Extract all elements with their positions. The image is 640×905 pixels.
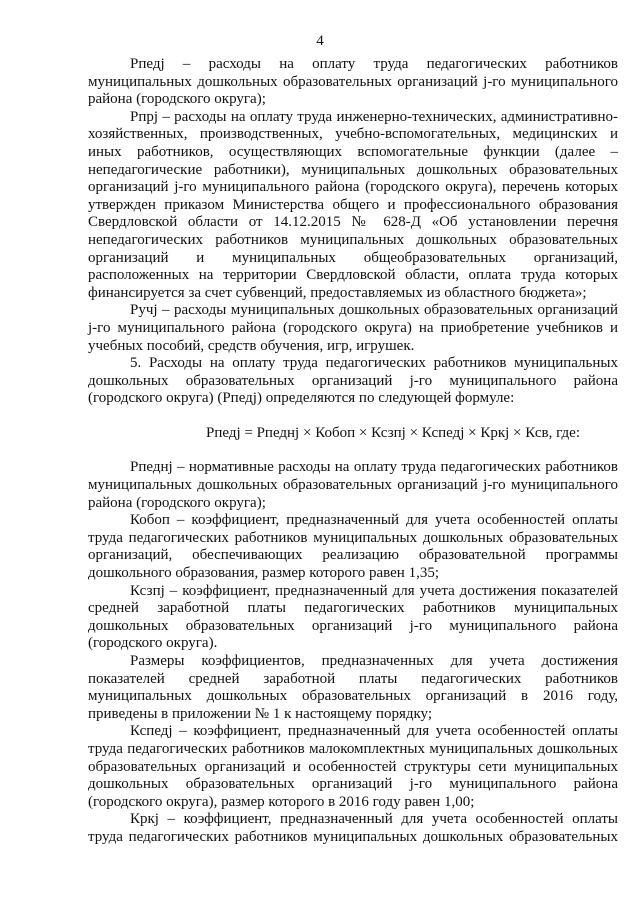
text-line: дошкольных образовательных организаций j-го муниципального района — [88, 372, 618, 389]
document-body — [88, 56, 618, 847]
spacer — [88, 442, 618, 459]
text-line: хозяйственных, производственных, учебно-вспомогательных, медицинских и — [88, 126, 618, 143]
text-line: организаций и муниципальных общеобразовательных организаций, — [88, 249, 618, 266]
text-line: учебных пособий, средств обучения, игр, игрушек. — [88, 337, 415, 354]
text-line: средней заработной платы педагогических работников муниципальных — [88, 600, 618, 617]
formula: Рпедj = Рпеднj × Кобоп × Ксзпj × Кспедj × Кркj × Ксв, где: — [205, 424, 580, 441]
text-line: муниципальных дошкольных образовательных организаций j-го муниципального — [88, 73, 618, 90]
text-line: района (городского округа); — [88, 494, 266, 511]
text-line: труда педагогических работников муниципальных дошкольных образовательных — [88, 529, 618, 546]
text-line: дошкольного образования, размер которого равен 1,35; — [88, 565, 440, 582]
text-line: Кобоп – коэффициент, предназначенный для учета особенностей оплаты — [130, 512, 618, 529]
text-line: финансируется за счет субвенций, предоставляемых из областного бюджета»; — [88, 284, 587, 301]
text-line: (городского округа). — [88, 635, 218, 652]
text-line: утвержден приказом Министерства общего и профессионального образования — [88, 196, 618, 213]
page-number: 4 — [316, 33, 324, 49]
text-line: муниципальных дошкольных образовательных организаций в 2016 году, — [88, 688, 618, 705]
text-line: (городского округа) (Рпедj) определяются по следующей формуле: — [88, 390, 515, 407]
text-line: района (городского округа); — [88, 91, 266, 108]
text-line: труда педагогических работников малокомплектных муниципальных дошкольных — [88, 740, 618, 757]
text-line: Рпеднj – нормативные расходы на оплату труда педагогических работников — [130, 459, 618, 476]
text-line: организаций j-го муниципального района (городского округа), перечень которых — [88, 179, 618, 196]
text-line: образовательных организаций и особенностей структуры сети муниципальных — [88, 758, 618, 775]
text-line: Кспедj – коэффициент, предназначенный для учета особенностей оплаты — [130, 723, 618, 740]
text-line: Ручj – расходы муниципальных дошкольных образовательных организаций — [130, 302, 618, 319]
text-line: показателей средней заработной платы педагогических работников — [88, 670, 618, 687]
text-line: труда педагогических работников муниципальных дошкольных образовательных — [88, 828, 618, 845]
text-line: j-го муниципального района (городского округа) на приобретение учебников и — [88, 319, 618, 336]
text-line: муниципальных дошкольных образовательных организаций j-го муниципального — [88, 477, 618, 494]
text-line: Кркj – коэффициент, предназначенный для учета особенностей оплаты — [130, 811, 618, 828]
text-line: Ксзпj – коэффициент, предназначенный для учета достижения показателей — [130, 582, 618, 599]
text-line: непедагогических работников муниципальных дошкольных образовательных — [88, 231, 618, 248]
text-line: 5. Расходы на оплату труда педагогических работников муниципальных — [130, 355, 618, 372]
text-line: расположенных на территории Свердловской области, оплата труда которых — [88, 267, 618, 284]
text-line: приведены в приложении № 1 к настоящему порядку; — [88, 705, 433, 722]
text-line: Свердловской области от 14.12.2015 № 628-Д «Об установлении перечня — [88, 214, 618, 231]
text-line: дошкольных образовательных организаций j-го муниципального района — [88, 617, 618, 634]
text-line: дошкольных образовательных организаций j-го муниципального района — [88, 776, 618, 793]
text-line: Рпрj – расходы на оплату труда инженерно-технических, административно- — [130, 108, 618, 125]
text-line: Размеры коэффициентов, предназначенных для учета достижения — [130, 653, 618, 669]
spacer — [88, 408, 618, 425]
text-line: организаций, обеспечивающих реализацию образовательной программы — [88, 547, 618, 564]
text-line: (городского округа), размер которого в 2016 году равен 1,00; — [88, 793, 475, 810]
text-line: Рпедj – расходы на оплату труда педагогических работников — [130, 56, 618, 72]
text-line: иных работников, осуществляющих вспомогательные функции (далее – — [88, 143, 618, 160]
text-line: непедагогические работники), муниципальных дошкольных образовательных — [88, 161, 618, 178]
